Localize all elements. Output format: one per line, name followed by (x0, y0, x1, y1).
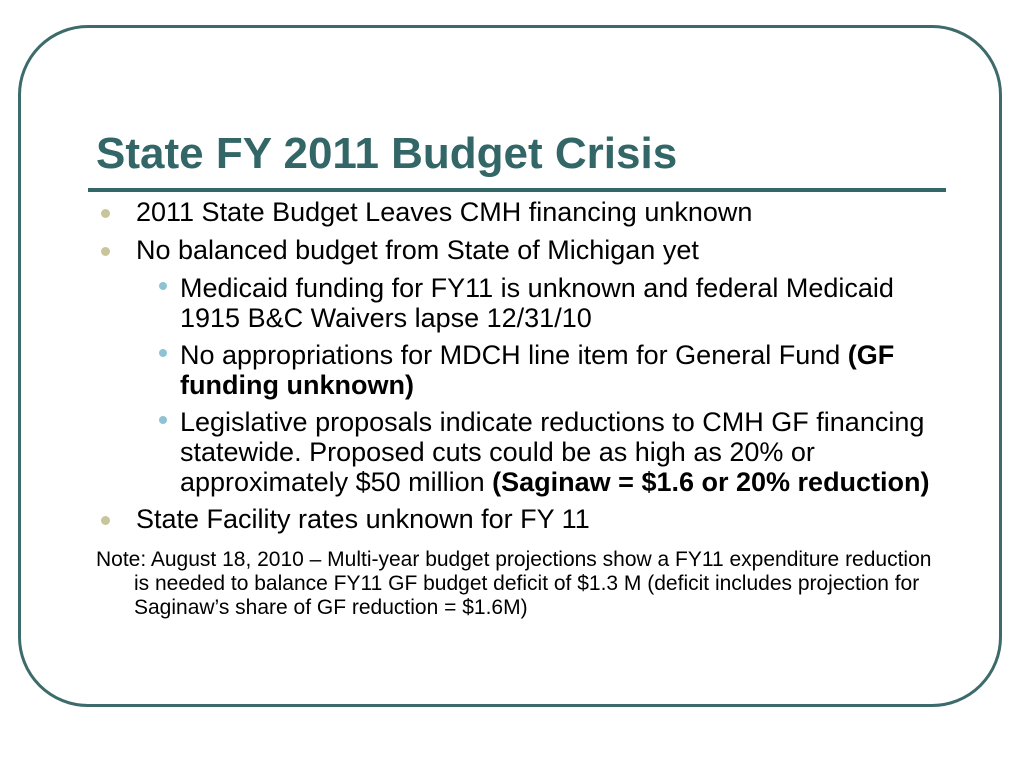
title-underline (88, 188, 946, 192)
sub-bullet-text: No appropriations for MDCH line item for General Fund (180, 340, 848, 370)
bullet-item (96, 504, 946, 535)
sub-bullet-item (96, 273, 946, 333)
sub-bullet-text: Medicaid funding for FY11 is unknown and federal Medicaid 1915 B&C Waivers lapse 12/31/10 (180, 273, 894, 333)
bullet-text: No balanced budget from State of Michigan yet (136, 235, 699, 265)
bullet-text: 2011 State Budget Leaves CMH financing unknown (136, 197, 753, 227)
sub-bullet-item (96, 407, 946, 497)
sub-bullet-text: Legislative proposals indicate reductions to CMH GF financing statewide. Proposed cuts could be as high as 20% or approximately $50 million (180, 407, 925, 497)
sub-bullet-text-block (180, 273, 942, 333)
slide-content (96, 197, 946, 620)
sub-bullet-bold-text: (Saginaw = $1.6 or 20% reduction) (492, 467, 930, 497)
bullet-item (96, 197, 946, 228)
bullet-item (96, 235, 946, 266)
bullet-dot-icon (101, 209, 110, 218)
bullet-dot-icon (101, 247, 110, 256)
sub-bullet-dot-icon (159, 282, 167, 290)
sub-bullet-bold-text: (GF funding unknown) (180, 340, 895, 400)
sub-bullet-text-block (180, 340, 942, 400)
bullet-dot-icon (101, 516, 110, 525)
sub-bullet-dot-icon (159, 349, 167, 357)
sub-bullet-item (96, 340, 946, 400)
slide-note: Note: August 18, 2010 – Multi-year budget projections show a FY11 expenditure reduction is needed to balance FY11 GF budget deficit of $1.3 M (deficit includes projection for Saginaw’s share of GF reduction = $1.6M) (96, 548, 932, 619)
bullet-text: State Facility rates unknown for FY 11 (136, 504, 590, 534)
slide-title: State FY 2011 Budget Crisis (96, 129, 678, 178)
sub-bullet-text-block (180, 407, 942, 497)
sub-bullet-dot-icon (159, 416, 167, 424)
